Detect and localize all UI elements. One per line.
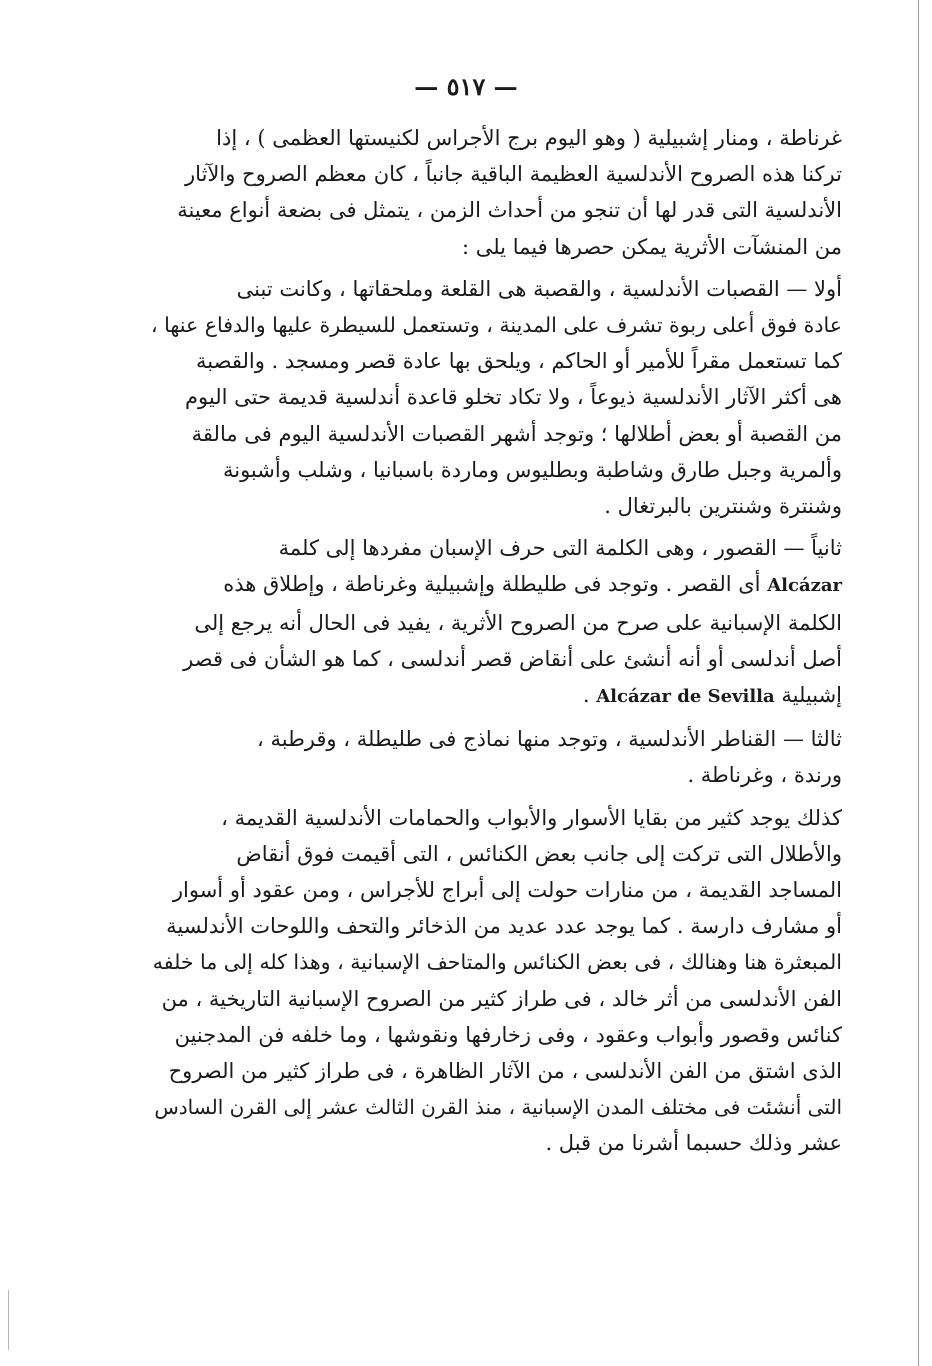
text-fragment: .: [582, 683, 590, 708]
text-line: كنائس وقصور وأبواب وعقود ، وفى زخارفها ونقوشها ، وما خلفه فن المدجنين: [174, 1022, 842, 1047]
paragraph-closing: [150, 800, 842, 1162]
text-line: أو مشارف دارسة . كما يوجد عدد عديد من الذخائر والتحف واللوحات الأندلسية: [166, 914, 842, 939]
text-line: ورندة ، وغرناطة .: [687, 763, 842, 788]
body-text: [150, 120, 842, 1162]
paragraph-first-citadels: [150, 271, 842, 524]
text-line: [150, 566, 842, 604]
text-line: الفن الأندلسى من أثر خالد ، فى طراز كثير من الصروح الإسبانية التاريخية ، من: [161, 986, 842, 1011]
paragraph-second-palaces: [150, 530, 842, 715]
text-fragment: أى القصر . وتوجد فى طليطلة وإشبيلية وغرناطة ، وإطلاق هذه: [223, 572, 761, 597]
page-number: — ٥١٧ —: [414, 72, 518, 101]
text-line: من المنشآت الأثرية يمكن حصرها فيما يلى :: [461, 234, 842, 259]
text-line: والأطلال التى تركت إلى جانب بعض الكنائس ، التى أقيمت فوق أنقاض: [236, 841, 842, 866]
text-line: عادة فوق أعلى ربوة تشرف على المدينة ، وتستعمل للسيطرة عليها والدفاع عنها ،: [150, 313, 842, 338]
text-line: تركنا هذه الصروح الأندلسية العظيمة الباقية جانباً ، كان معظم الصروح والآثار: [185, 162, 842, 187]
text-line: ثالثا — القناطر الأندلسية ، وتوجد منها نماذج فى طليطلة ، وقرطبة ،: [257, 727, 842, 752]
text-line: عشر وذلك حسبما أشرنا من قبل .: [545, 1131, 842, 1156]
scan-edge-mark: [8, 1290, 9, 1350]
latin-term-alcazar: Alcázar: [767, 575, 842, 597]
latin-term-alcazar-de-sevilla: Alcázar de Sevilla: [596, 686, 775, 708]
text-line: كذلك يوجد كثير من بقايا الأسوار والأبواب والحمامات الأندلسية القديمة ،: [221, 805, 842, 830]
text-line: [150, 677, 842, 715]
text-line: الذى اشتق من الفن الأندلسى ، من الآثار الظاهرة ، فى طراز كثير من الصروح: [168, 1059, 842, 1084]
text-line: أصل أندلسى أو أنه أنشئ على أنقاض قصر أندلسى ، كما هو الشأن فى قصر: [183, 646, 842, 671]
text-line: وألمرية وجبل طارق وشاطبة وبطليوس وماردة باسبانيا ، وشلب وأشبونة: [222, 457, 842, 482]
text-line: هى أكثر الآثار الأندلسية ذيوعاً ، ولا تكاد تخلو قاعدة أندلسية قديمة حتى اليوم: [185, 385, 842, 410]
text-fragment: إشبيلية: [781, 683, 842, 708]
text-line: ثانياً — القصور ، وهى الكلمة التى حرف الإسبان مفردها إلى كلمة: [278, 536, 842, 561]
text-line: كما تستعمل مقراً للأمير أو الحاكم ، ويلحق بها عادة قصر ومسجد . والقصبة: [196, 349, 842, 374]
text-line: غرناطة ، ومنار إشبيلية ( وهو اليوم برج الأجراس لكنيستها العظمى ) ، إذا: [216, 126, 842, 150]
paragraph-third-bridges: [150, 721, 842, 793]
text-line: وشنترة وشنترين بالبرتغال .: [604, 494, 842, 519]
text-line: الأندلسية التى قدر لها أن تنجو من أحداث الزمن ، يتمثل فى بضعة أنواع معينة: [177, 198, 842, 223]
text-line: المساجد القديمة ، من منارات حولت إلى أبراج للأجراس ، ومن عقود أو أسوار: [172, 878, 842, 903]
text-line: أولا — القصبات الأندلسية ، والقصبة هى القلعة وملحقاتها ، وكانت تبنى: [236, 276, 842, 301]
paragraph-intro: [150, 120, 842, 265]
text-line: المبعثرة هنا وهنالك ، فى بعض الكنائس والمتاحف الإسبانية ، وهذا كله إلى ما خلفه: [152, 950, 842, 975]
page-edge-shadow: [918, 0, 919, 1366]
text-line: التى أنشئت فى مختلف المدن الإسبانية ، منذ القرن الثالث عشر إلى القرن السادس: [154, 1095, 842, 1120]
text-line: من القصبة أو بعض أطلالها ؛ وتوجد أشهر القصبات الأندلسية اليوم فى مالقة: [191, 421, 842, 446]
text-line: الكلمة الإسبانية على صرح من الصروح الأثرية ، يفيد فى الحال أنه يرجع إلى: [194, 610, 842, 635]
